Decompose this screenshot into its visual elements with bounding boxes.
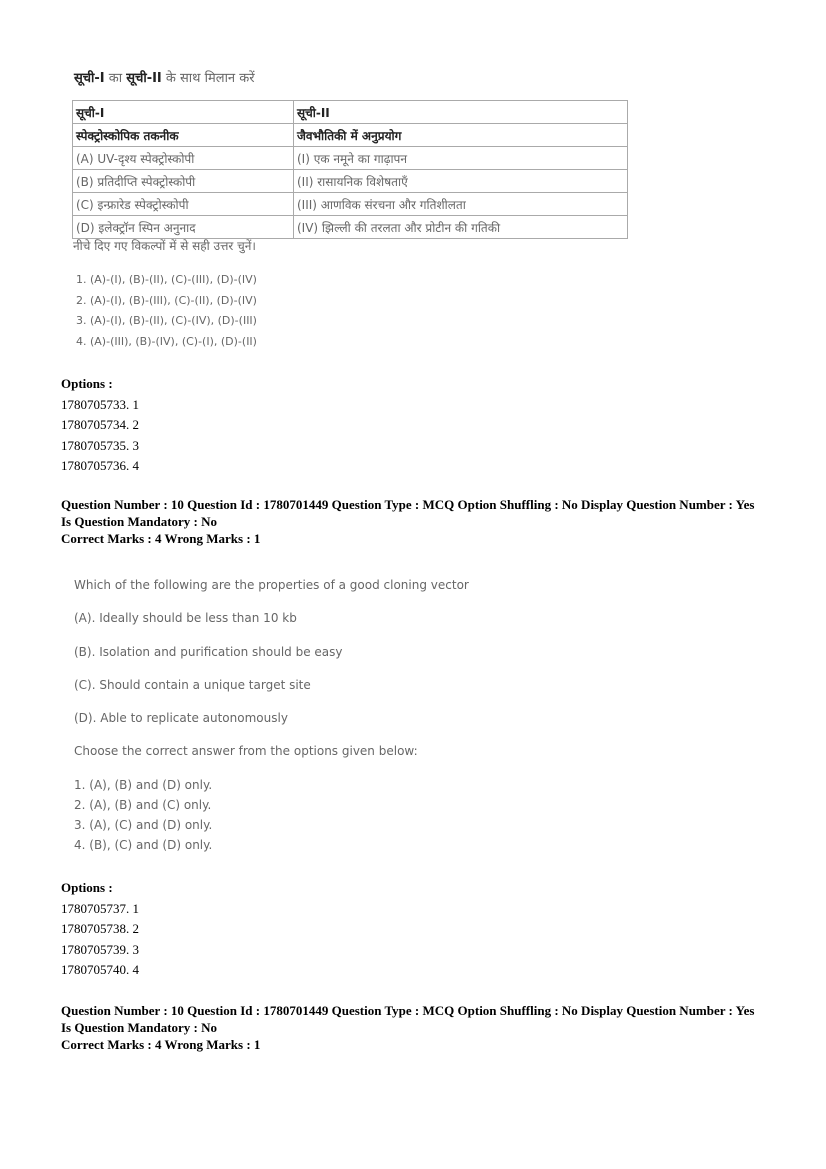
statement: (D). Able to replicate autonomously bbox=[74, 711, 288, 725]
table-cell: (B) प्रतिदीप्ति स्पेक्ट्रोस्कोपी bbox=[73, 170, 294, 193]
choice: 4. (A)-(III), (B)-(IV), (C)-(I), (D)-(II) bbox=[76, 334, 257, 348]
match-instruction bbox=[74, 68, 255, 86]
options-label: Options : bbox=[61, 376, 113, 391]
question-text: Which of the following are the properties of a good cloning vector bbox=[74, 578, 469, 592]
text: का bbox=[104, 71, 127, 86]
options-block bbox=[61, 878, 139, 981]
table-row bbox=[73, 124, 628, 147]
table-cell: (C) इन्फ्रारेड स्पेक्ट्रोस्कोपी bbox=[73, 193, 294, 216]
options-label: Options : bbox=[61, 880, 113, 895]
text: के साथ मिलान करें bbox=[161, 71, 255, 86]
table-row bbox=[73, 170, 628, 193]
prompt: नीचे दिए गए विकल्पों में से सही उत्तर चुनें। bbox=[73, 239, 256, 253]
list2-label: सूची-II bbox=[126, 71, 162, 86]
option-id: 1780705734. 2 bbox=[61, 417, 139, 432]
choice-list bbox=[76, 273, 257, 355]
table-row bbox=[73, 101, 628, 124]
prompt: Choose the correct answer from the options given below: bbox=[74, 744, 418, 758]
statement: (C). Should contain a unique target site bbox=[74, 678, 311, 692]
option-id: 1780705735. 3 bbox=[61, 437, 139, 453]
choice: 1. (A)-(I), (B)-(II), (C)-(III), (D)-(IV) bbox=[76, 273, 257, 286]
option-id: 1780705740. 4 bbox=[61, 962, 139, 977]
table-cell: (I) एक नमूने का गाढ़ापन bbox=[294, 147, 628, 170]
option-id: 1780705737. 1 bbox=[61, 900, 139, 916]
table-header: सूची-II bbox=[294, 101, 628, 124]
option-id: 1780705738. 2 bbox=[61, 921, 139, 936]
choice: 1. (A), (B) and (D) only. bbox=[74, 778, 213, 792]
choice: 3. (A)-(I), (B)-(II), (C)-(IV), (D)-(III) bbox=[76, 314, 257, 327]
question-meta bbox=[61, 1002, 754, 1053]
option-id: 1780705733. 1 bbox=[61, 396, 139, 412]
table-cell: (II) रासायनिक विशेषताएँ bbox=[294, 170, 628, 193]
question-meta bbox=[61, 496, 754, 547]
table-cell: (D) इलेक्ट्रॉन स्पिन अनुनाद bbox=[73, 216, 294, 239]
options-block bbox=[61, 374, 139, 477]
option-id: 1780705739. 3 bbox=[61, 941, 139, 957]
meta-line: Question Number : 10 Question Id : 1780701449 Question Type : MCQ Option Shuffling : No Display Question Number : Yes bbox=[61, 497, 755, 512]
match-table bbox=[72, 100, 628, 239]
meta-line: Correct Marks : 4 Wrong Marks : 1 bbox=[61, 1037, 261, 1052]
table-row bbox=[73, 193, 628, 216]
choice: 3. (A), (C) and (D) only. bbox=[74, 818, 213, 832]
choice: 4. (B), (C) and (D) only. bbox=[74, 838, 213, 852]
meta-line: Is Question Mandatory : No bbox=[61, 1020, 218, 1035]
table-cell: (A) UV-दृश्य स्पेक्ट्रोस्कोपी bbox=[73, 147, 294, 170]
list1-label: सूची-I bbox=[74, 71, 105, 86]
table-cell: (III) आणविक संरचना और गतिशीलता bbox=[294, 193, 628, 216]
table-row bbox=[73, 216, 628, 239]
choice: 2. (A)-(I), (B)-(III), (C)-(II), (D)-(IV) bbox=[76, 293, 257, 307]
table-subheader: जैवभौतिकी में अनुप्रयोग bbox=[294, 124, 628, 147]
meta-line: Question Number : 10 Question Id : 1780701449 Question Type : MCQ Option Shuffling : No Display Question Number : Yes bbox=[61, 1003, 755, 1018]
statement: (B). Isolation and purification should be easy bbox=[74, 645, 343, 659]
meta-line: Is Question Mandatory : No bbox=[61, 514, 218, 529]
option-id: 1780705736. 4 bbox=[61, 458, 139, 473]
choice: 2. (A), (B) and (C) only. bbox=[74, 798, 212, 812]
statement: (A). Ideally should be less than 10 kb bbox=[74, 611, 297, 625]
meta-line: Correct Marks : 4 Wrong Marks : 1 bbox=[61, 531, 261, 546]
table-header: सूची-I bbox=[73, 101, 294, 124]
table-subheader: स्पेक्ट्रोस्कोपिक तकनीक bbox=[73, 124, 294, 147]
table-row bbox=[73, 147, 628, 170]
table-cell: (IV) झिल्ली की तरलता और प्रोटीन की गतिकी bbox=[294, 216, 628, 239]
